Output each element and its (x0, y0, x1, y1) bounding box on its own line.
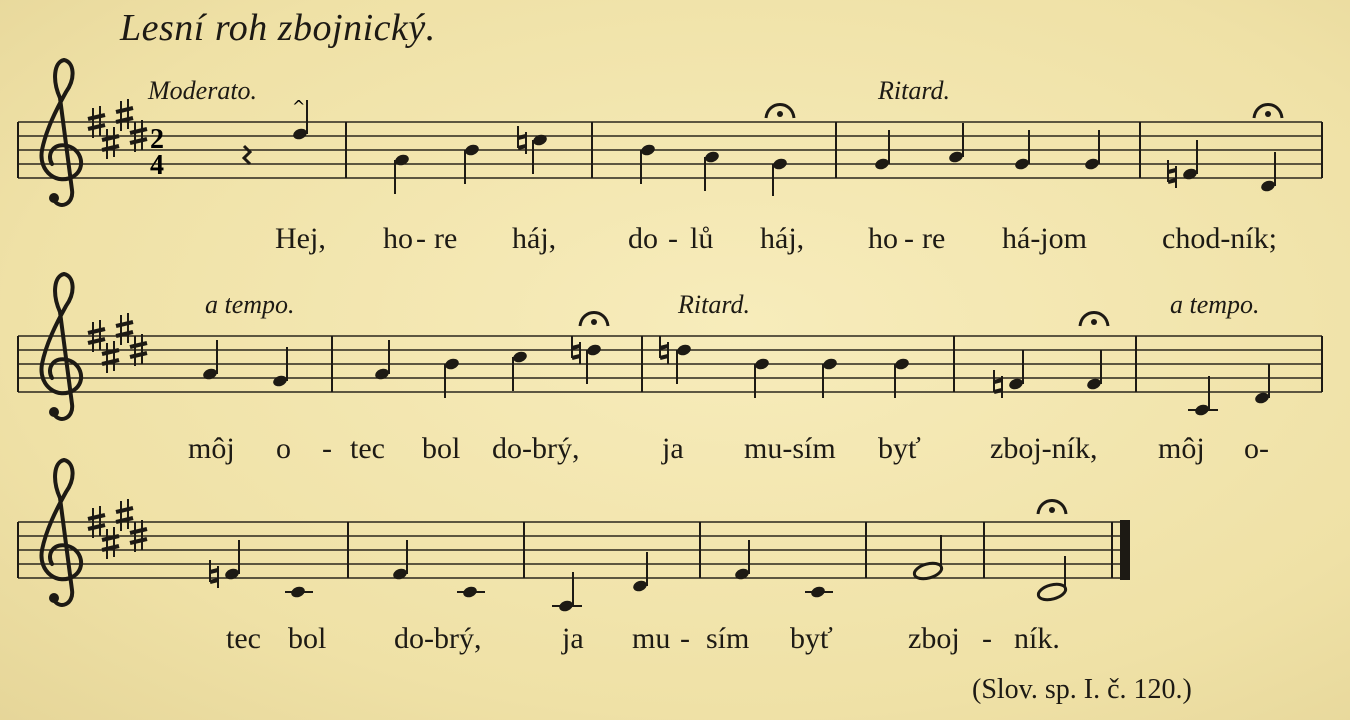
tempo-a-tempo-1: a tempo. (205, 290, 295, 319)
staff-1 (18, 60, 1322, 205)
note-icon (772, 157, 789, 171)
lyric-syllable: - (668, 222, 678, 255)
sharp-icon (116, 313, 133, 345)
note-icon (1008, 377, 1025, 391)
note-icon (392, 567, 409, 581)
note-icon (272, 374, 289, 388)
sharp-icon (116, 99, 133, 131)
staff-2 (18, 274, 1322, 419)
lyric-syllable: sím (706, 622, 750, 655)
lyric-syllable: do (628, 222, 658, 255)
song-title: Lesní roh zbojnický. (120, 7, 436, 49)
note-icon (822, 357, 839, 371)
note-icon (734, 567, 751, 581)
lyric-syllable: re (922, 222, 946, 255)
lyric-syllable: zboj-ník, (990, 432, 1098, 465)
lyric-syllable: môj (1158, 432, 1205, 465)
lyric-syllable: ja (662, 432, 684, 465)
sharp-icon (116, 499, 133, 531)
fermata-icon (580, 313, 608, 327)
note-icon (464, 143, 481, 157)
note-icon (394, 153, 411, 167)
tempo-ritard-1: Ritard. (878, 76, 950, 105)
sharp-icon (102, 527, 119, 559)
fermata-icon (1038, 501, 1066, 515)
note-icon (1182, 167, 1199, 181)
lyric-syllable: tec (226, 622, 261, 655)
note-icon (558, 599, 575, 613)
fermata-icon (1254, 105, 1282, 119)
lyric-syllable: byť (878, 432, 921, 465)
note-icon (874, 157, 891, 171)
treble-clef-icon (41, 274, 81, 419)
treble-clef-icon (41, 460, 81, 605)
lyric-syllable: re (434, 222, 458, 255)
lyric-syllable: Hej, (275, 222, 326, 255)
source-citation: (Slov. sp. I. č. 120.) (972, 674, 1192, 705)
time-sig-bottom: 4 (150, 150, 164, 181)
note-icon (676, 343, 693, 357)
lyric-syllable: ho (383, 222, 413, 255)
tempo-a-tempo-2: a tempo. (1170, 290, 1260, 319)
lyric-syllable: bol (288, 622, 327, 655)
note-icon (224, 567, 241, 581)
note-icon (512, 350, 529, 364)
lyric-syllable: ho (868, 222, 898, 255)
lyric-syllable: do-brý, (394, 622, 482, 655)
note-icon (948, 150, 965, 164)
half-note-icon (1037, 582, 1068, 603)
lyric-syllable: - (322, 432, 332, 465)
note-icon (374, 367, 391, 381)
sharp-icon (102, 127, 119, 159)
lyric-syllable: byť (790, 622, 833, 655)
lyric-syllable: môj (188, 432, 235, 465)
lyric-syllable: mu-sím (744, 432, 836, 465)
note-icon (1086, 377, 1103, 391)
lyric-syllable: - (416, 222, 426, 255)
note-icon (894, 357, 911, 371)
lyric-syllable: ja (562, 622, 584, 655)
lyric-syllable: o- (1244, 432, 1269, 465)
note-icon (292, 127, 309, 141)
lyric-syllable: tec (350, 432, 385, 465)
note-icon (444, 357, 461, 371)
note-icon (1014, 157, 1031, 171)
note-icon (202, 367, 219, 381)
lyrics-line-3 (0, 622, 1350, 662)
time-sig-top: 2 (150, 124, 164, 155)
lyric-syllable: do-brý, (492, 432, 580, 465)
rest-icon (244, 146, 250, 164)
note-icon (1260, 179, 1277, 193)
lyrics-line-2 (0, 432, 1350, 472)
lyric-syllable: - (904, 222, 914, 255)
note-icon (1084, 157, 1101, 171)
tempo-ritard-2: Ritard. (678, 290, 750, 319)
natural-icon (994, 370, 1002, 398)
note-icon (532, 133, 549, 147)
fermata-icon (766, 105, 794, 119)
sharp-icon (102, 341, 119, 373)
note-icon (632, 579, 649, 593)
lyric-syllable: há-jom (1002, 222, 1087, 255)
note-icon (1194, 403, 1211, 417)
final-barline (1120, 520, 1130, 580)
treble-clef-icon (41, 60, 81, 205)
note-icon (754, 357, 771, 371)
note-icon (640, 143, 657, 157)
lyric-syllable: o (276, 432, 291, 465)
lyric-syllable: chod-ník; (1162, 222, 1277, 255)
lyric-syllable: - (680, 622, 690, 655)
note-icon (704, 150, 721, 164)
lyric-syllable: bol (422, 432, 461, 465)
lyric-syllable: lů (690, 222, 714, 255)
note-icon (1254, 391, 1271, 405)
fermata-icon (1080, 313, 1108, 327)
lyric-syllable: zboj (908, 622, 960, 655)
lyric-syllable: ník. (1014, 622, 1060, 655)
staff-3 (18, 460, 1130, 613)
lyric-syllable: - (982, 622, 992, 655)
lyric-syllable: mu (632, 622, 671, 655)
lyrics-line-1 (0, 222, 1350, 262)
lyric-syllable: háj, (760, 222, 805, 255)
tempo-moderato: Moderato. (148, 76, 258, 105)
accent-icon: ^ (292, 97, 306, 116)
lyric-syllable: háj, (512, 222, 557, 255)
note-icon (586, 343, 603, 357)
